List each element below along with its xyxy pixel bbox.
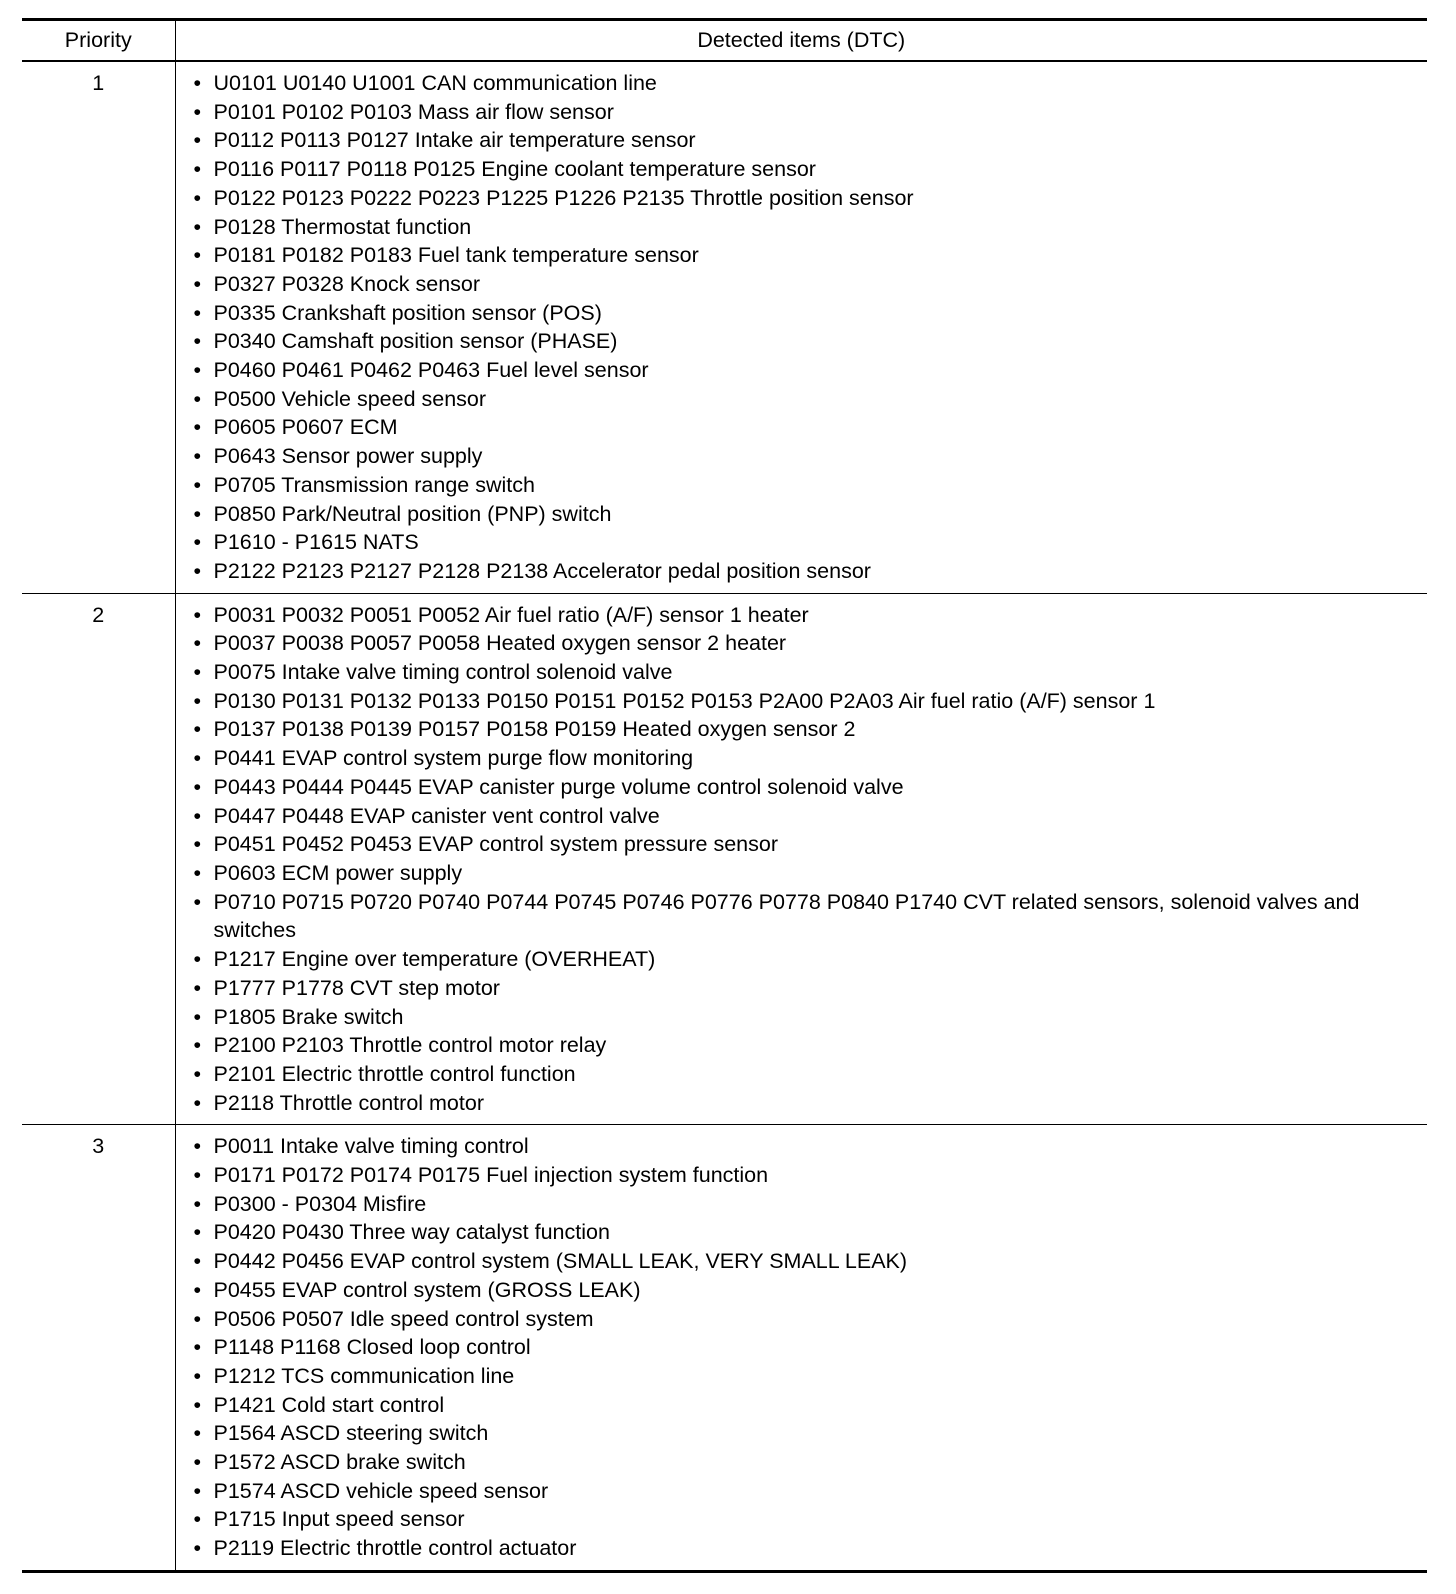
dtc-list-item: • U0101 U0140 U1001 CAN communication line bbox=[192, 69, 1418, 98]
dtc-list-item: • P1610 - P1615 NATS bbox=[192, 528, 1418, 557]
dtc-list-item: • P0327 P0328 Knock sensor bbox=[192, 270, 1418, 299]
dtc-list-item: • P2119 Electric throttle control actuator bbox=[192, 1534, 1418, 1563]
dtc-list-item: • P0116 P0117 P0118 P0125 Engine coolant temperature sensor bbox=[192, 155, 1418, 184]
dtc-list-item: • P0850 Park/Neutral position (PNP) switch bbox=[192, 500, 1418, 529]
dtc-list-item: • P1574 ASCD vehicle speed sensor bbox=[192, 1477, 1418, 1506]
dtc-item-list bbox=[192, 1132, 1418, 1563]
dtc-list-item: • P0442 P0456 EVAP control system (SMALL LEAK, VERY SMALL LEAK) bbox=[192, 1247, 1418, 1276]
dtc-list-item: • P2122 P2123 P2127 P2128 P2138 Accelerator pedal position sensor bbox=[192, 557, 1418, 586]
dtc-list-item: • P0130 P0131 P0132 P0133 P0150 P0151 P0152 P0153 P2A00 P2A03 Air fuel ratio (A/F) sensor 1 bbox=[192, 687, 1418, 716]
dtc-list-item: • P0443 P0444 P0445 EVAP canister purge volume control solenoid valve bbox=[192, 773, 1418, 802]
dtc-list-item: • P0340 Camshaft position sensor (PHASE) bbox=[192, 327, 1418, 356]
priority-value: 3 bbox=[22, 1125, 175, 1572]
dtc-list-item: • P2100 P2103 Throttle control motor relay bbox=[192, 1031, 1418, 1060]
dtc-list-item: • P0420 P0430 Three way catalyst function bbox=[192, 1218, 1418, 1247]
dtc-list-item: • P1805 Brake switch bbox=[192, 1003, 1418, 1032]
dtc-list-item: • P1777 P1778 CVT step motor bbox=[192, 974, 1418, 1003]
dtc-list-item: • P0075 Intake valve timing control solenoid valve bbox=[192, 658, 1418, 687]
dtc-list-item: • P0011 Intake valve timing control bbox=[192, 1132, 1418, 1161]
dtc-list-item: • P0300 - P0304 Misfire bbox=[192, 1190, 1418, 1219]
dtc-list-item: • P1715 Input speed sensor bbox=[192, 1505, 1418, 1534]
dtc-list-item: • P0101 P0102 P0103 Mass air flow sensor bbox=[192, 98, 1418, 127]
priority-group-row bbox=[22, 593, 1427, 1125]
dtc-list-item: • P0128 Thermostat function bbox=[192, 213, 1418, 242]
detected-items-cell bbox=[175, 1125, 1427, 1572]
dtc-list-item: • P2118 Throttle control motor bbox=[192, 1089, 1418, 1118]
dtc-list-item: • P0506 P0507 Idle speed control system bbox=[192, 1305, 1418, 1334]
priority-value: 1 bbox=[22, 61, 175, 593]
dtc-list-item: • P1148 P1168 Closed loop control bbox=[192, 1333, 1418, 1362]
priority-group-row bbox=[22, 1125, 1427, 1572]
dtc-list-item: • P0643 Sensor power supply bbox=[192, 442, 1418, 471]
dtc-list-item: • P0500 Vehicle speed sensor bbox=[192, 385, 1418, 414]
dtc-list-item: • P1564 ASCD steering switch bbox=[192, 1419, 1418, 1448]
priority-value: 2 bbox=[22, 593, 175, 1125]
dtc-list-item: • P0710 P0715 P0720 P0740 P0744 P0745 P0746 P0776 P0778 P0840 P1740 CVT related sensors, solenoid valves and switches bbox=[192, 888, 1418, 945]
dtc-list-item: • P0603 ECM power supply bbox=[192, 859, 1418, 888]
priority-column-header: Priority bbox=[22, 20, 175, 62]
dtc-list-item: • P0441 EVAP control system purge flow monitoring bbox=[192, 744, 1418, 773]
dtc-list-item: • P0112 P0113 P0127 Intake air temperature sensor bbox=[192, 126, 1418, 155]
dtc-priority-table bbox=[22, 18, 1427, 1573]
detected-items-cell bbox=[175, 61, 1427, 593]
dtc-list-item: • P0171 P0172 P0174 P0175 Fuel injection system function bbox=[192, 1161, 1418, 1190]
dtc-list-item: • P0451 P0452 P0453 EVAP control system pressure sensor bbox=[192, 830, 1418, 859]
dtc-list-item: • P0447 P0448 EVAP canister vent control valve bbox=[192, 802, 1418, 831]
dtc-list-item: • P0455 EVAP control system (GROSS LEAK) bbox=[192, 1276, 1418, 1305]
dtc-list-item: • P0335 Crankshaft position sensor (POS) bbox=[192, 299, 1418, 328]
table-body bbox=[22, 61, 1427, 1571]
detected-items-column-header: Detected items (DTC) bbox=[175, 20, 1427, 62]
dtc-list-item: • P1212 TCS communication line bbox=[192, 1362, 1418, 1391]
dtc-item-list bbox=[192, 601, 1418, 1118]
dtc-list-item: • P0137 P0138 P0139 P0157 P0158 P0159 Heated oxygen sensor 2 bbox=[192, 715, 1418, 744]
priority-group-row bbox=[22, 61, 1427, 593]
detected-items-cell bbox=[175, 593, 1427, 1125]
dtc-list-item: • P1217 Engine over temperature (OVERHEAT) bbox=[192, 945, 1418, 974]
dtc-list-item: • P0605 P0607 ECM bbox=[192, 413, 1418, 442]
dtc-list-item: • P0460 P0461 P0462 P0463 Fuel level sensor bbox=[192, 356, 1418, 385]
table-header-row bbox=[22, 20, 1427, 62]
dtc-list-item: • P0031 P0032 P0051 P0052 Air fuel ratio (A/F) sensor 1 heater bbox=[192, 601, 1418, 630]
dtc-list-item: • P0037 P0038 P0057 P0058 Heated oxygen sensor 2 heater bbox=[192, 629, 1418, 658]
dtc-list-item: • P1572 ASCD brake switch bbox=[192, 1448, 1418, 1477]
dtc-item-list bbox=[192, 69, 1418, 586]
dtc-list-item: • P0122 P0123 P0222 P0223 P1225 P1226 P2135 Throttle position sensor bbox=[192, 184, 1418, 213]
dtc-list-item: • P2101 Electric throttle control function bbox=[192, 1060, 1418, 1089]
dtc-list-item: • P0705 Transmission range switch bbox=[192, 471, 1418, 500]
dtc-list-item: • P0181 P0182 P0183 Fuel tank temperature sensor bbox=[192, 241, 1418, 270]
dtc-list-item: • P1421 Cold start control bbox=[192, 1391, 1418, 1420]
